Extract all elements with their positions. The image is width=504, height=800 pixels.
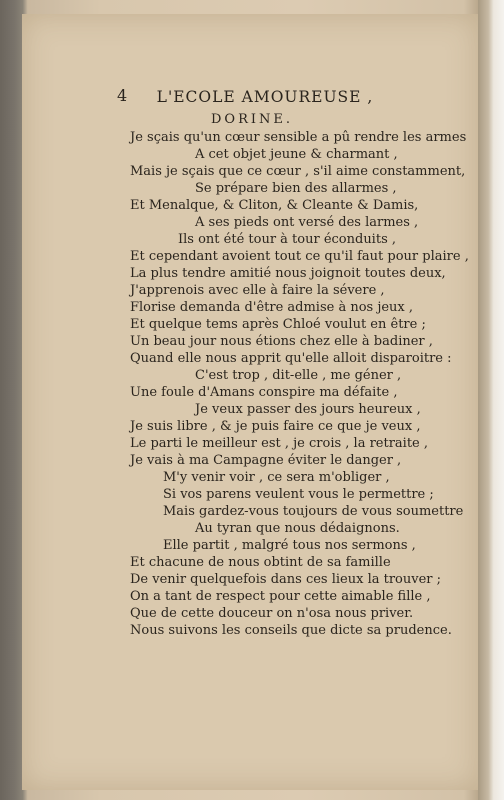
poem-line: Ils ont été tour à tour éconduits , xyxy=(178,232,397,247)
poem-line: Je vais à ma Campagne éviter le danger , xyxy=(130,453,402,468)
poem-line: Et Menalque, & Cliton, & Cleante & Damis, xyxy=(130,198,419,213)
poem-line: Nous suivons les conseils que dicte sa prudence. xyxy=(130,623,452,638)
poem-line: La plus tendre amitié nous joignoit toutes deux, xyxy=(130,266,446,281)
poem-line: Florise demanda d'être admise à nos jeux , xyxy=(130,300,414,315)
poem-line: C'est trop , dit-elle , me géner , xyxy=(195,368,402,383)
poem-line: Mais gardez-vous toujours de vous soumettre xyxy=(163,504,464,519)
page-number: 4 xyxy=(117,86,128,105)
poem-line: Une foule d'Amans conspire ma défaite , xyxy=(130,385,398,400)
poem-line: On a tant de respect pour cette aimable fille , xyxy=(130,589,431,604)
poem-line: Le parti le meilleur est , je crois , la retraite , xyxy=(130,436,429,451)
poem-line: Et cependant avoient tout ce qu'il faut pour plaire , xyxy=(130,249,469,264)
poem-line: Que de cette douceur on n'osa nous priver. xyxy=(130,606,414,621)
poem-line: Elle partit , malgré tous nos sermons , xyxy=(163,538,416,553)
poem-line: Si vos parens veulent vous le permettre ; xyxy=(163,487,434,502)
poem-line: Je suis libre , & je puis faire ce que je veux , xyxy=(130,419,421,434)
poem-line: M'y venir voir , ce sera m'obliger , xyxy=(163,470,390,485)
poem-line: Et quelque tems après Chloé voulut en être ; xyxy=(130,317,426,332)
poem-line: A ses pieds ont versé des larmes , xyxy=(195,215,419,230)
poem-line: J'apprenois avec elle à faire la sévere , xyxy=(130,283,385,298)
poem-line: Je veux passer des jours heureux , xyxy=(195,402,421,417)
poem-line: Mais je sçais que ce cœur , s'il aime constamment, xyxy=(130,164,466,179)
poem-line: De venir quelquefois dans ces lieux la trouver ; xyxy=(130,572,442,587)
speaker-name: DORINE. xyxy=(210,112,293,127)
poem-line: Je sçais qu'un cœur sensible a pû rendre les armes xyxy=(130,130,467,145)
poem-line: Un beau jour nous étions chez elle à badiner , xyxy=(130,334,433,349)
running-head: L'ECOLE AMOUREUSE , xyxy=(156,88,374,106)
poem-line: Et chacune de nous obtint de sa famille xyxy=(130,555,391,570)
poem-line: Quand elle nous apprit qu'elle alloit disparoitre : xyxy=(130,351,452,366)
poem-line: Se prépare bien des allarmes , xyxy=(195,181,397,196)
poem-line: Au tyran que nous dédaignons. xyxy=(195,521,400,536)
poem-line: A cet objet jeune & charmant , xyxy=(195,147,398,162)
